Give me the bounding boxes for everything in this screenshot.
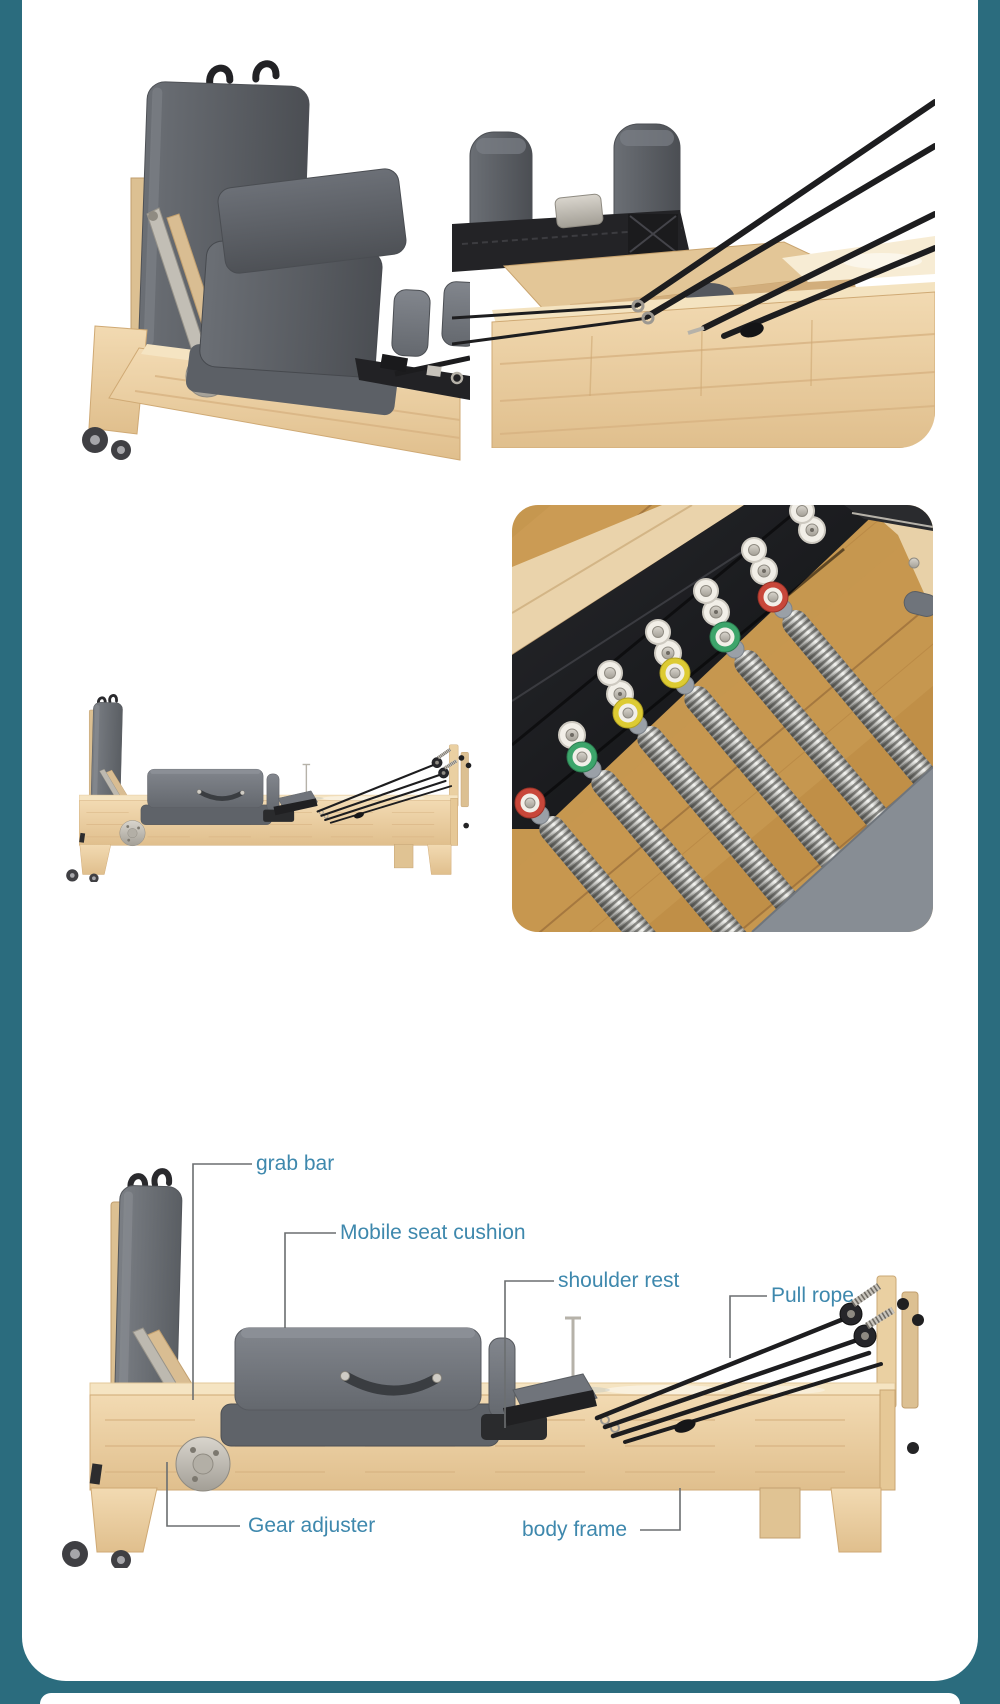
photo-pull-ropes-closeup	[452, 96, 935, 448]
label-gear-adjuster: Gear adjuster	[248, 1514, 376, 1537]
label-pull-rope: Pull rope	[771, 1284, 854, 1307]
label-body-frame: body frame	[522, 1518, 628, 1541]
photo-reformer-folded	[55, 58, 470, 462]
next-section-card	[40, 1693, 960, 1704]
photo-reformer-side	[58, 694, 472, 882]
label-mobile-seat-cushion: Mobile seat cushion	[340, 1221, 526, 1244]
photo-springs-closeup	[512, 505, 933, 932]
label-grab-bar: grab bar	[256, 1152, 335, 1175]
label-shoulder-rest: shoulder rest	[558, 1269, 680, 1292]
